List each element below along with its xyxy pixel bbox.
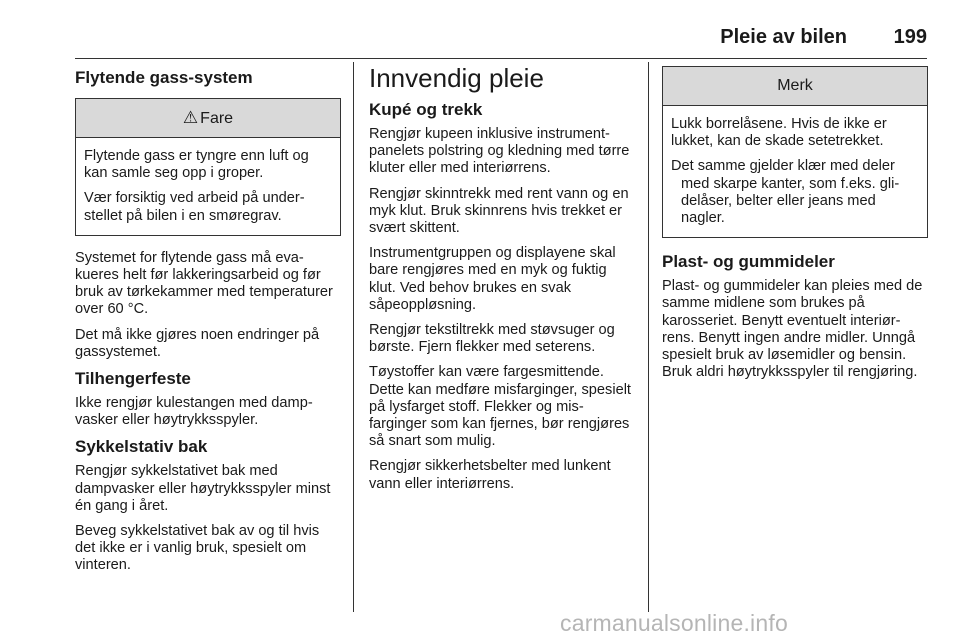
paragraph: Rengjør skinntrekk med rent vann og en myk klut. Bruk skinnrens hvis trekket er svært skittent.: [369, 185, 629, 237]
paragraph: Instrumentgruppen og displayene skal bare rengjøres med en myk og fuktig klut. Ved behov brukes en svak såpeoppløsning.: [369, 245, 616, 313]
watermark: carmanualsonline.info: [560, 610, 788, 636]
note-box-header: Merk: [663, 67, 927, 106]
paragraph: Ikke rengjør kulestangen med dampvasker eller høytrykksspyler.: [75, 395, 313, 429]
section-title: Pleie av bilen: [720, 26, 847, 48]
heading-bike-rack: Sykkelstativ bak: [75, 437, 208, 457]
warning-text: Flytende gass er tyngre enn luft og kan samle seg opp i groper.: [84, 148, 309, 182]
paragraph: Det må ikke gjøres noen endringer på gassystemet.: [75, 326, 320, 360]
page-number: 199: [893, 26, 927, 48]
note-box: [662, 66, 928, 238]
note-box-body: [663, 106, 927, 237]
paragraph: Rengjør sikkerhetsbelter med lunkent vann eller interiørrens.: [369, 458, 611, 492]
warning-triangle-icon: ⚠: [182, 108, 199, 127]
warning-text: Vær forsiktig ved arbeid på understellet på bilen i en smøregrav.: [84, 190, 305, 224]
warning-box-header: [76, 99, 340, 138]
paragraph: Rengjør sykkelstativet bak med dampvasker eller høytrykksspyler minst én gang i året.: [75, 463, 331, 514]
column-left: [75, 62, 341, 583]
heading-lpg-system: Flytende gass-system: [75, 68, 253, 87]
warning-box: [75, 98, 341, 236]
column-middle: [369, 62, 633, 501]
warning-title: Fare: [200, 110, 234, 127]
heading-interior-care: Innvendig pleie: [369, 63, 544, 93]
heading-upholstery: Kupé og trekk: [369, 100, 483, 119]
paragraph: Rengjør tekstiltrekk med støvsuger og børste. Fjern flekker med seterens.: [369, 322, 615, 356]
column-divider: [353, 62, 354, 612]
heading-plastic-rubber: Plast- og gummideler: [662, 252, 835, 272]
note-text: Lukk borrelåsene. Hvis de ikke er lukket, kan de skade setetrekket.: [671, 116, 887, 150]
note-text: Det samme gjelder klær med deler med skarpe kanter, som f.eks. glidelåser, belter eller jeans med nagler.: [671, 158, 900, 227]
paragraph: Plast- og gummideler kan pleies med de samme midlene som brukes på karosseriet. Benytt eventuelt interiørrens. Benytt ingen andre midler. Unngå spesielt bruk av løsemidler og bensin. Bruk aldri høytrykksspyler til rengjøring.: [662, 278, 923, 381]
paragraph: Tøystoffer kan være fargesmittende. Dette kan medføre misfarginger, spesielt på lysfarget stoff. Flekker og misfarginger som kan fjernes, bør rengjøres så snart som mulig.: [369, 364, 631, 450]
paragraph: Rengjør kupeen inklusive instrumentpanelets polstring og kledning med tørre kluter eller med interiørrens.: [369, 126, 630, 177]
column-divider: [648, 62, 649, 612]
paragraph: Beveg sykkelstativet bak av og til hvis det ikke er i vanlig bruk, spesielt om vinteren.: [75, 523, 320, 574]
warning-box-body: [76, 138, 340, 235]
heading-tow-bar: Tilhengerfeste: [75, 369, 191, 389]
column-right: [662, 62, 928, 389]
paragraph: Systemet for flytende gass må evakueres helt før lakkeringsarbeid og før bruk av tørkekammer med temperaturer over 60 °C.: [75, 249, 333, 318]
page-header: [75, 18, 927, 59]
